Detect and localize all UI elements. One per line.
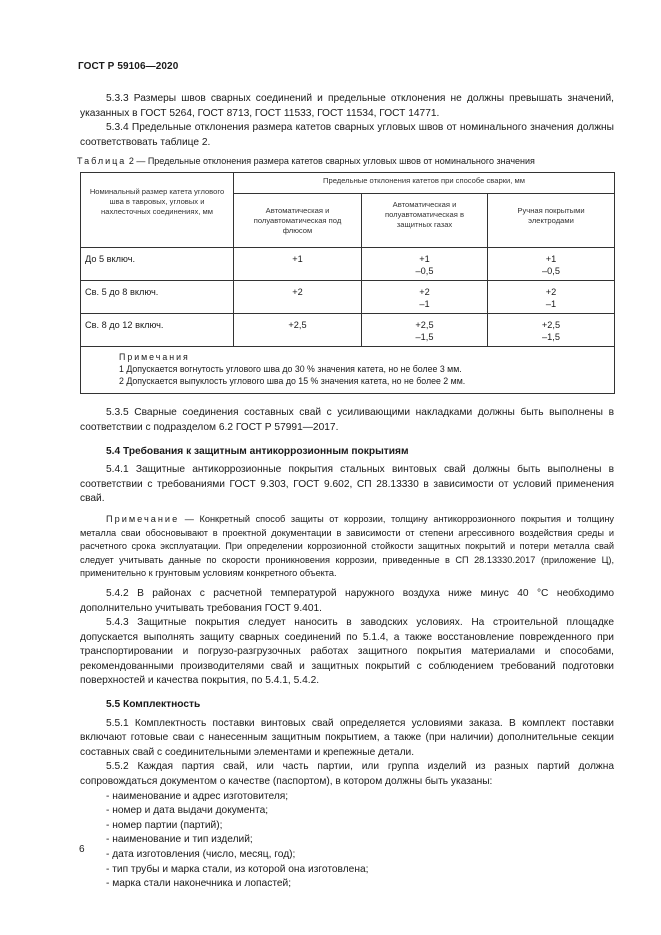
list-item: - дата изготовления (число, месяц, год);: [106, 849, 296, 860]
lower-deviation: –0,5: [542, 265, 560, 276]
column-header-shielding-gas: Автоматическая и полуавтоматическая в защитных газах: [362, 194, 488, 248]
upper-deviation: +2: [419, 287, 430, 298]
list-item: - наименование и тип изделий;: [106, 834, 253, 846]
notes-title: Примечания: [119, 352, 190, 363]
list-item: - номер партии (партий);: [106, 819, 223, 831]
clause-5-3-3: 5.3.3 Размеры швов сварных соединений и предельные отклонения не должны превышать значений, указанных в ГОСТ 5264, ГОСТ 8713, ГОСТ 11533, ГОСТ 11534, ГОСТ 14771.: [80, 93, 614, 119]
list-item: - наименование и адрес изготовителя;: [106, 790, 289, 802]
table-caption-label: Таблица: [77, 156, 127, 167]
value-cell: [362, 314, 488, 347]
upper-deviation: +1: [545, 254, 557, 265]
upper-deviation: +2,5: [415, 320, 434, 331]
upper-deviation: +2,5: [541, 320, 561, 331]
size-cell: Св. 8 до 12 включ.: [81, 314, 234, 347]
lower-deviation: –1: [545, 298, 557, 309]
table-notes: [81, 347, 615, 394]
table-row: [81, 281, 615, 314]
note-label: Примечание: [106, 513, 180, 524]
lower-deviation: –1,5: [415, 331, 434, 342]
table-row: [81, 248, 615, 281]
list-item: - номер и дата выдачи документа;: [106, 805, 269, 817]
clause-5-5-2: 5.5.2 Каждая партия свай, или часть партии, или группа изделий из разных партий должна сопровождаться документом о качестве (паспортом), в котором должны быть указаны:: [80, 761, 614, 788]
page-content: [77, 92, 614, 892]
value-cell: [488, 314, 615, 347]
note-item: 1 Допускается вогнутость углового шва до 30 % значения катета, но не более 3 мм.: [119, 364, 462, 375]
upper-deviation: +1: [419, 254, 430, 265]
note-item: 2 Допускается выпуклость углового шва до 15 % значения катета, но не более 2 мм.: [119, 376, 466, 387]
clause-5-4-1: 5.4.1 Защитные антикоррозионные покрытия стальных винтовых свай должны быть выполнены в соответствии с требованиями ГОСТ 9.303, ГОСТ 9.602, СП 28.13330 в зависимости от условий применения свай.: [80, 464, 614, 505]
table-notes-row: [81, 347, 615, 394]
list-item: - марка стали наконечника и лопастей;: [106, 878, 292, 890]
section-heading-5-5: 5.5 Комплектность: [106, 699, 201, 711]
note-text: — Конкретный способ защиты от коррозии, толщину антикоррозионного покрытия и толщину металла сваи обосновывают в проектной документации в зависимости от степени агрессивного воздействия среды и расчетного срока эксплуатации. При определении коррозионной стойкости защитных покрытий и потери металла свай следует учитывать данные по скорости проникновения коррозии, приведенные в СП 28.13330.2017 (приложение Ц), применительно к грунтовым условиям конкретного объекта.: [80, 513, 614, 579]
table-caption-text: 2 — Предельные отклонения размера катетов сварных угловых швов от номинального значения: [128, 156, 535, 167]
lower-deviation: –1,5: [542, 331, 560, 342]
clause-5-4-2: 5.4.2 В районах с расчетной температурой наружного воздуха ниже минус 40 °С необходимо дополнительно учитывать требования ГОСТ 9.401.: [80, 587, 614, 614]
value-cell: [488, 248, 615, 281]
size-cell: До 5 включ.: [81, 248, 234, 281]
upper-deviation: +2: [545, 287, 557, 298]
clause-5-3-4: 5.3.4 Предельные отклонения размера катетов сварных угловых швов от номинального значения должны соответствовать таблице 2.: [80, 122, 614, 148]
column-header-size: Номинальный размер катета углового шва в тавровых, угловых и нахлесточных соединениях, мм: [81, 173, 234, 248]
column-header-manual-electrode: Ручная покрытыми электродами: [488, 194, 615, 248]
table-row: [81, 314, 615, 347]
clause-5-5-1: 5.5.1 Комплектность поставки винтовых свай определяется условиями заказа. В комплект поставки включают готовые сваи с нанесенным защитным покрытием, а также (при наличии) дополнительные секции составных свай с соединительными элементами и крепежные детали.: [80, 717, 614, 758]
deviation-table: [80, 172, 615, 394]
note-5-4: [80, 513, 614, 581]
section-heading-5-4: 5.4 Требования к защитным антикоррозионным покрытиям: [106, 445, 409, 457]
value-cell: +2: [234, 281, 362, 314]
value-cell: [488, 281, 615, 314]
clause-5-4-3: 5.4.3 Защитные покрытия следует наносить в заводских условиях. На строительной площадке допускается выполнять защиту сварных соединений по 5.1.4, а также восстановление поврежденного при транспортировании и погрузо-разгрузочных работах защитного покрытия материалами и способами, рекомендованными производителями свай и защитных покрытий с соблюдением требований подготовки поверхностей и качества покрытия, по 5.4.1, 5.4.2.: [80, 617, 614, 687]
column-header-group: Предельные отклонения катетов при способе сварки, мм: [234, 173, 615, 194]
value-cell: +1: [234, 248, 362, 281]
column-header-submerged-arc: Автоматическая и полуавтоматическая под флюсом: [234, 194, 362, 248]
clause-5-3-5: 5.3.5 Сварные соединения составных свай с усиливающими накладками должны быть выполнены в соответствии с подразделом 6.2 ГОСТ Р 57991—2017.: [80, 407, 614, 433]
table-caption: [77, 155, 614, 167]
document-code-header: ГОСТ Р 59106—2020: [78, 61, 179, 72]
size-cell: Св. 5 до 8 включ.: [81, 281, 234, 314]
table-header-row-1: [81, 173, 615, 194]
value-cell: [362, 281, 488, 314]
lower-deviation: –1: [419, 298, 430, 309]
list-item: - тип трубы и марка стали, из которой она изготовлена;: [106, 863, 369, 875]
value-cell: +2,5: [234, 314, 362, 347]
page-number: 6: [79, 844, 85, 855]
value-cell: [362, 248, 488, 281]
lower-deviation: –0,5: [415, 265, 434, 276]
